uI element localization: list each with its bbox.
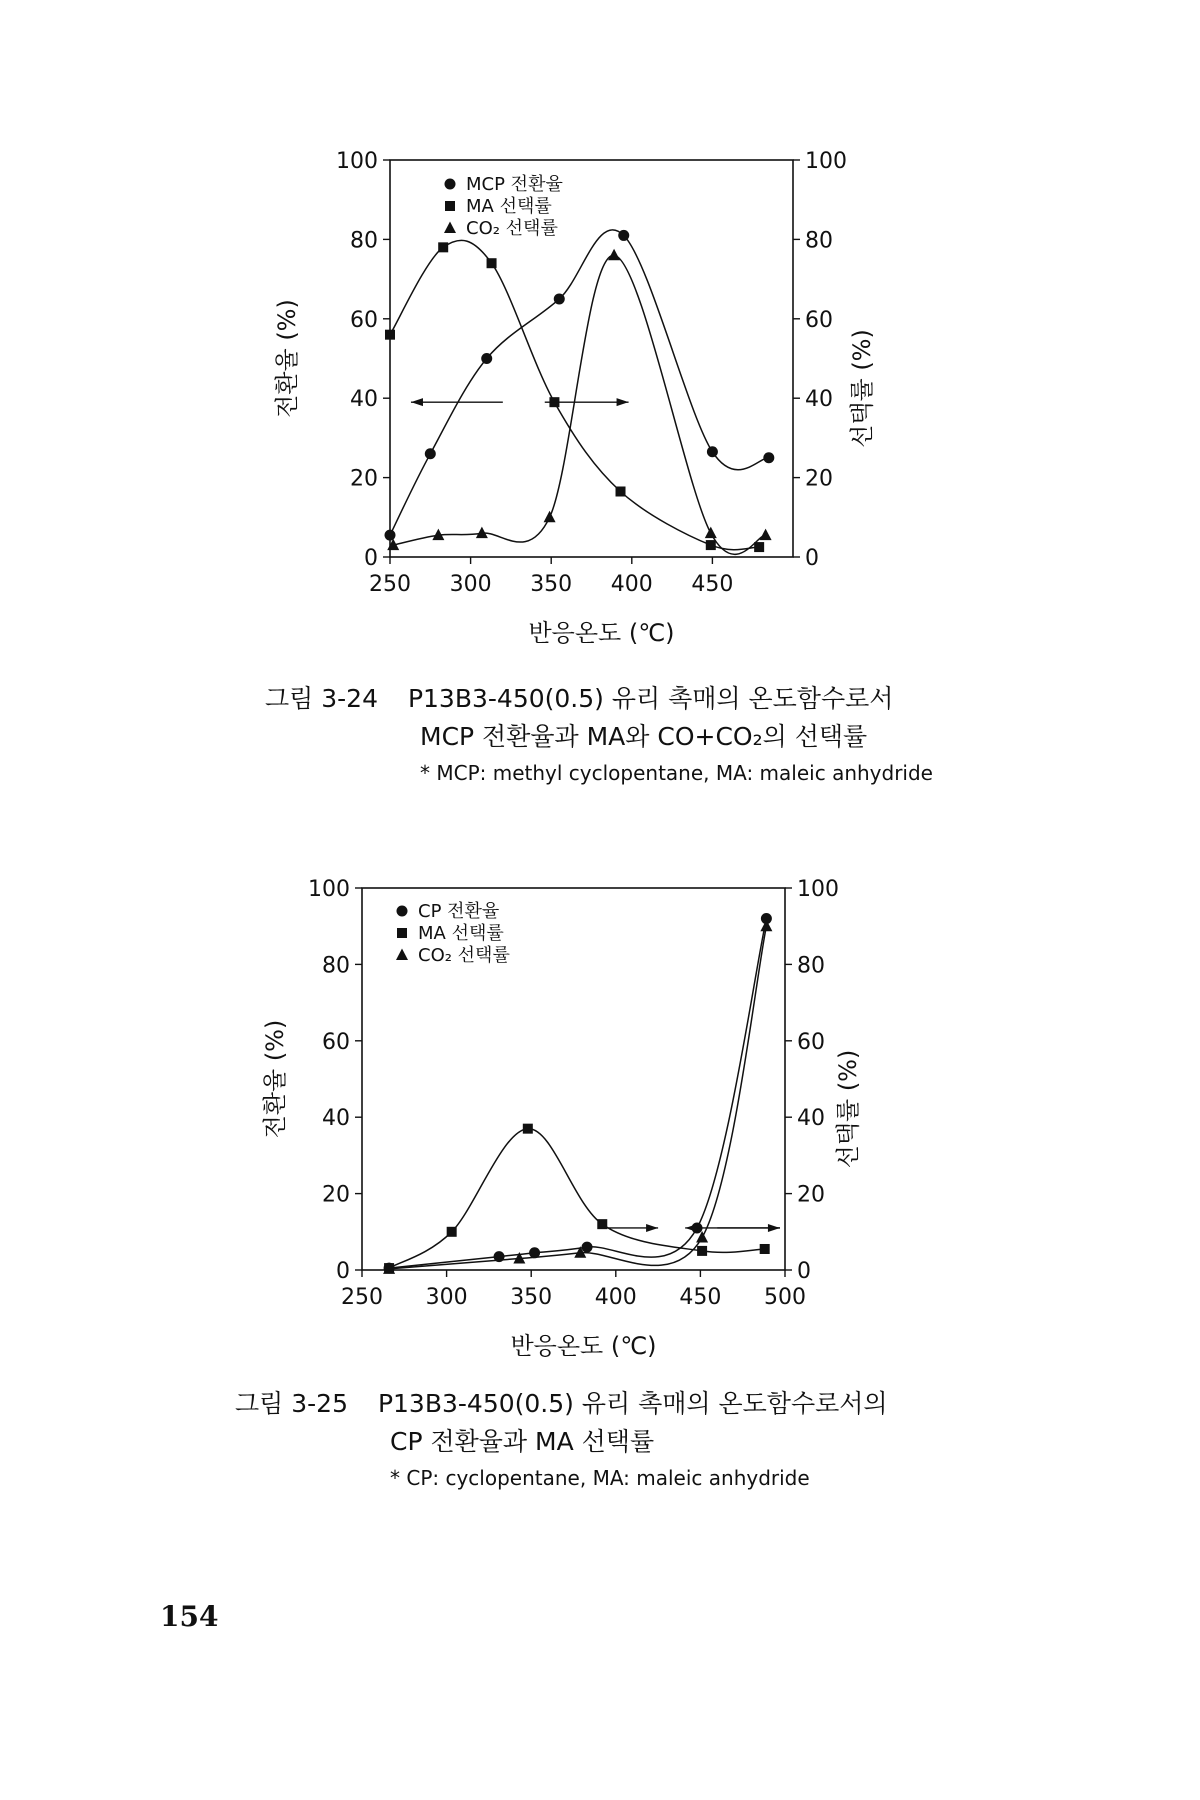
fig2-ytick-label-right: 80	[797, 953, 825, 979]
fig1-xtick-label: 450	[691, 572, 734, 597]
figure-2-chart	[0, 860, 1200, 1380]
fig2-series-0-line	[389, 919, 766, 1269]
figure-1-chart	[0, 0, 1200, 660]
fig1-series-1-point	[706, 540, 716, 550]
figure-2-caption-line1: P13B3-450(0.5) 유리 촉매의 온도함수로서의	[377, 1389, 888, 1418]
fig1-series-1-point	[487, 258, 497, 268]
page-number: 154	[160, 1600, 219, 1633]
fig1-legend-label-0: MCP 전환율	[466, 174, 563, 195]
fig2-ytick-label-left: 0	[336, 1259, 350, 1284]
fig1-series-1-point	[385, 330, 395, 340]
fig1-xtick-label: 300	[449, 572, 492, 597]
fig2-series-0-point	[582, 1242, 593, 1253]
fig1-series-2-point	[476, 527, 488, 539]
fig1-series-0-point	[554, 293, 565, 304]
fig2-series-1-point	[523, 1124, 533, 1134]
figure-2-caption-number: 그림 3-25	[235, 1389, 348, 1418]
fig1-series-0-point	[425, 448, 436, 459]
fig1-legend-label-2: CO₂ 선택률	[466, 218, 558, 239]
fig1-series-2-line	[393, 255, 765, 554]
fig2-legend-label-1: MA 선택률	[418, 923, 504, 944]
fig2-series-1-point	[760, 1244, 770, 1254]
figure-2-caption-line2: CP 전환율과 MA 선택률	[390, 1427, 655, 1456]
fig2-ytick-label-left: 80	[322, 953, 350, 979]
fig2-ytick-label-left: 20	[322, 1182, 350, 1208]
fig2-legend-label-0: CP 전환율	[418, 901, 500, 922]
fig1-ytick-label-right: 80	[805, 228, 833, 254]
fig1-y-axis-label-right: 선택률 (%)	[848, 329, 876, 448]
figure-2-caption	[235, 1385, 888, 1423]
fig1-series-2-point	[705, 527, 717, 539]
fig1-ytick-label-left: 80	[350, 228, 378, 254]
fig2-legend-marker-2	[396, 949, 408, 961]
fig1-ytick-label-left: 60	[350, 307, 378, 333]
fig1-ytick-label-right: 100	[805, 149, 847, 174]
fig1-xtick-label: 350	[530, 572, 573, 597]
fig2-y-axis-label-left: 전환율 (%)	[261, 1019, 289, 1139]
fig1-axis-arrowhead-0	[411, 398, 423, 406]
fig2-ytick-label-right: 0	[797, 1259, 811, 1284]
fig1-ytick-label-right: 0	[805, 546, 819, 571]
fig1-ytick-label-right: 40	[805, 387, 833, 413]
fig1-y-axis-label-left: 전환율 (%)	[273, 299, 301, 418]
figure-1-caption-line1: P13B3-450(0.5) 유리 촉매의 온도함수로서	[407, 684, 894, 713]
fig1-series-1-point	[616, 486, 626, 496]
fig1-series-0-point	[707, 446, 718, 457]
fig2-ytick-label-left: 40	[322, 1106, 350, 1132]
fig2-xtick-label: 450	[679, 1285, 722, 1310]
fig1-legend-marker-0	[445, 179, 456, 190]
fig2-ytick-label-left: 100	[308, 877, 350, 902]
fig1-plot-frame	[390, 160, 793, 557]
fig1-legend-marker-1	[445, 201, 455, 211]
fig1-legend-marker-2	[444, 222, 456, 234]
fig2-ytick-label-right: 40	[797, 1106, 825, 1132]
fig1-xtick-label: 400	[610, 572, 653, 597]
fig1-series-0-line	[390, 230, 769, 535]
fig2-xtick-label: 350	[510, 1285, 553, 1310]
fig2-series-1-point	[447, 1227, 457, 1237]
figure-1-caption-line2: MCP 전환율과 MA와 CO+CO₂의 선택률	[420, 722, 868, 751]
fig1-xtick-label: 250	[369, 572, 411, 597]
fig1-ytick-label-right: 60	[805, 307, 833, 333]
fig1-ytick-label-left: 0	[364, 546, 378, 571]
fig2-legend-marker-1	[397, 928, 407, 938]
fig2-axis-arrowhead-1	[685, 1224, 697, 1232]
fig1-ytick-label-right: 20	[805, 466, 833, 492]
fig2-legend-marker-0	[397, 906, 408, 917]
fig2-axis-arrowhead-0	[646, 1224, 658, 1232]
fig1-series-1-point	[754, 542, 764, 552]
fig1-legend-label-1: MA 선택률	[466, 196, 552, 217]
fig1-series-0-point	[763, 452, 774, 463]
fig1-x-axis-label: 반응온도 (℃)	[528, 619, 675, 647]
figure-1-caption	[265, 680, 893, 718]
fig1-axis-arrowhead-1	[617, 398, 629, 406]
fig2-legend-label-2: CO₂ 선택률	[418, 945, 510, 966]
fig2-xtick-label: 300	[425, 1285, 468, 1310]
fig1-ytick-label-left: 100	[336, 149, 378, 174]
fig1-series-1-line	[390, 240, 759, 549]
fig1-ytick-label-left: 40	[350, 387, 378, 413]
fig1-series-0-point	[385, 530, 396, 541]
figure-2-note: * CP: cyclopentane, MA: maleic anhydride	[390, 1466, 810, 1490]
fig1-series-0-point	[481, 353, 492, 364]
fig2-y-axis-label-right: 선택률 (%)	[834, 1049, 862, 1169]
fig2-x-axis-label: 반응온도 (℃)	[510, 1332, 657, 1360]
fig2-series-1-point	[697, 1246, 707, 1256]
fig1-series-2-point	[760, 529, 772, 541]
fig2-xtick-label: 400	[594, 1285, 637, 1310]
fig2-xtick-label: 250	[341, 1285, 383, 1310]
fig1-ytick-label-left: 20	[350, 466, 378, 492]
figure-1-note: * MCP: methyl cyclopentane, MA: maleic anhydride	[420, 761, 933, 785]
fig2-ytick-label-right: 100	[797, 877, 839, 902]
fig2-axis-arrowhead-2	[768, 1224, 780, 1232]
figure-1-caption-number: 그림 3-24	[265, 684, 378, 713]
fig2-ytick-label-right: 60	[797, 1029, 825, 1055]
fig1-series-2-point	[608, 249, 620, 261]
fig1-series-2-point	[544, 511, 556, 523]
fig1-series-0-point	[618, 230, 629, 241]
fig2-ytick-label-right: 20	[797, 1182, 825, 1208]
fig2-ytick-label-left: 60	[322, 1029, 350, 1055]
fig2-series-2-line	[389, 926, 766, 1269]
fig2-xtick-label: 500	[764, 1285, 806, 1310]
fig1-series-1-point	[438, 242, 448, 252]
